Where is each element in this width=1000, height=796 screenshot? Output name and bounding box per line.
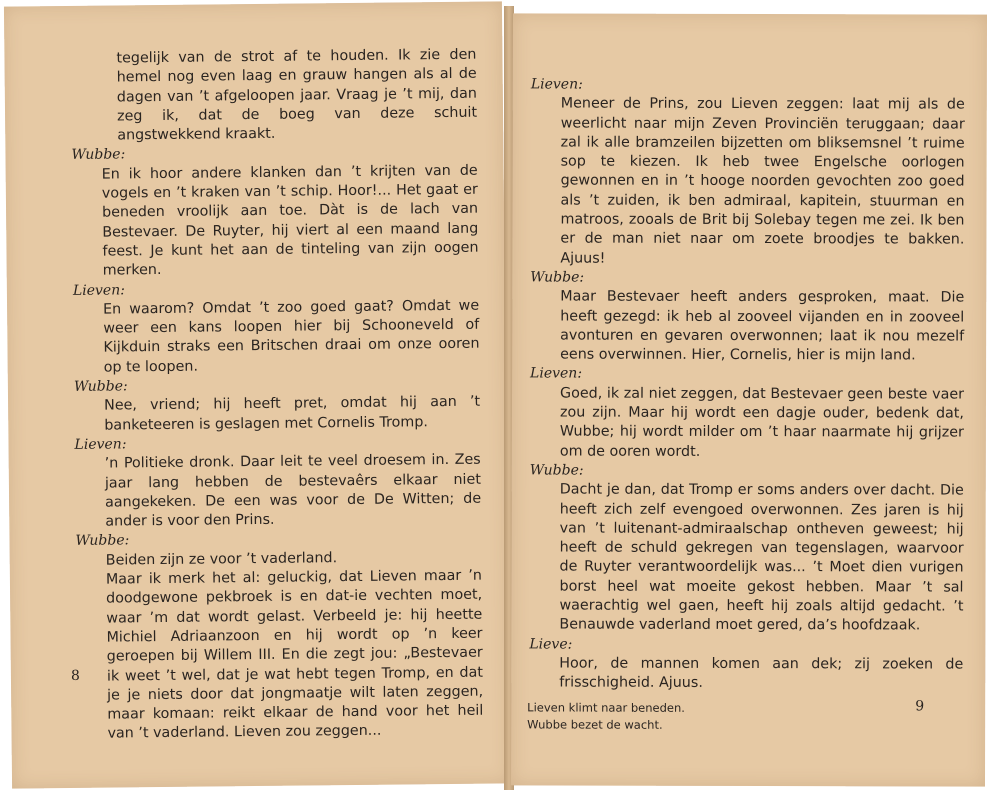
speaker-label: Lieve: (529, 636, 573, 653)
speech-text: En ik hoor andere klanken dan ’t krijten van de vogels en ’t kraken van ’t schip. Hoor!... Het gaat er beneden vroolijk aan toe. Dàt is de lach van Bestevaer. De Ruyter, hij viert al een maand lang feest. Je kunt het aan de tinteling van zijn oogen merken. (101, 162, 479, 279)
speaker-label: Wubbe: (530, 269, 585, 286)
speaker-label: Wubbe: (529, 462, 584, 479)
speech-text: ’n Politieke dronk. Daar leit te veel droesem in. Zes jaar lang hebben de bestevaêrs elkaar niet aangekeken. De een was voor de De Witten; de ander is voor den Prins. (104, 451, 482, 530)
speaker-label: Wubbe: (75, 532, 130, 550)
speech-text: Nee, vriend; hij heeft pret, omdat hij aan ’t banketeeren is geslagen met Cornelis Tromp. (104, 394, 481, 434)
speech-text: Beiden zijn ze voor ’t vaderland. (105, 549, 338, 569)
speaker-label: Wubbe: (73, 378, 128, 395)
speech-text: Goed, ik zal niet zeggen, dat Bestevaer geen beste vaer zou zijn. Maar hij wordt een dagje ouder, bedenk dat, Wubbe; hij wordt milder om ’t haar naarmate hij grijzer om de ooren wordt. (559, 385, 965, 460)
speaker-label: Lieven: (72, 281, 125, 299)
left-page (4, 1, 510, 788)
speaker-label: Lieven: (530, 365, 583, 383)
speaker-label: Lieven: (74, 436, 127, 453)
stage-direction: Wubbe bezet de wacht. (527, 716, 663, 732)
left-page-text (71, 46, 484, 745)
stage-direction: Lieven klimt naar beneden. (527, 699, 685, 715)
speaker-label: Lieven: (530, 76, 583, 93)
speech-text: En waarom? Omdat ’t zoo goed gaat? Omdat we weer een kans loopen hier bij Schooneveld of Kijkduin straks een Britschen draai om onze ooren op te loopen. (103, 297, 480, 376)
speech-text: Dacht je dan, dat Tromp er soms anders over dacht. Die heeft zich zelf evengoed overwonnen. Zes jaren is hij van ’t luitenant-admiraalschap ontheven geweest; hij heeft de schuld gekregen van tegenslagen, waarvoor de Ruyter verantwoordelijk was... ’t Moet dien vurigen borst heel wat moeite gekost hebben. Maar ’t sal waerachtig wel gaen, heeft hij zoals altijd gedacht. ’t Benauwde vaderland moet gered, da’s hoofdzaak. (559, 481, 964, 634)
page-number: 8 (70, 667, 80, 684)
speech-text: tegelijk van de strot af te houden. Ik zie den hemel nog even laag en grauw hangen als al de dagen van ’t afgeloopen jaar. Vraag je ’t mij, dan zeg ik, dat de boeg van deze schuit angstwekkend kraakt. (116, 46, 478, 144)
speech-text: Hoor, de mannen komen aan dek; zij zoeken de frisschigheid. Ajuus. (559, 655, 964, 692)
right-page (511, 13, 987, 786)
speech-text: Maar ik merk het al: geluckig, dat Lieven maar ’n doodgewone pekbroek is en dat-ie vechten moet, waar ’m dat wordt gelast. Verbeeld je: hij heette Michiel Adriaanzoon en hij wordt op ’n keer geroepen bij Willem III. En die zegt jou: „Bestevaer ik weet ’t wel, dat je wat hebt tegen Tromp, en dat je je niets door dat jongmaatje wilt laten zeggen, maar komaan: reikt elkaar de hand voor het heil van ’t vaderland. Lieven zou zeggen... (105, 567, 484, 742)
speech-text: Meneer de Prins, zou Lieven zeggen: laat mij als de weerlicht naar mijn Zeven Provinciën teruggaan; daar zal ik alle bramzeilen bijzetten om bliksemsnel ’t ruime sop te kiezen. Ik heb twee Engelsche oorlogen gewonnen en in ’t hooge noorden gevochten zoo goed als ’t zuiden, ik ben admiraal, kapitein, stuurman en matroos, zooals de Brit bij Solebay tegen me zei. Ik ben er de man niet naar om zoete broodjes te bakken. Ajuus! (560, 95, 965, 267)
page-number: 9 (915, 698, 925, 715)
speaker-label: Wubbe: (71, 146, 126, 164)
right-page-text (527, 75, 965, 734)
speech-text: Maar Bestevaer heeft anders gesproken, maat. Die heeft gezegd: ik heb al zooveel vijanden en in zooveel avonturen en gevaren overwonnen; laat ik nou mezelf eens overwinnen. Hier, Cornelis, hier is mijn land. (560, 288, 965, 364)
